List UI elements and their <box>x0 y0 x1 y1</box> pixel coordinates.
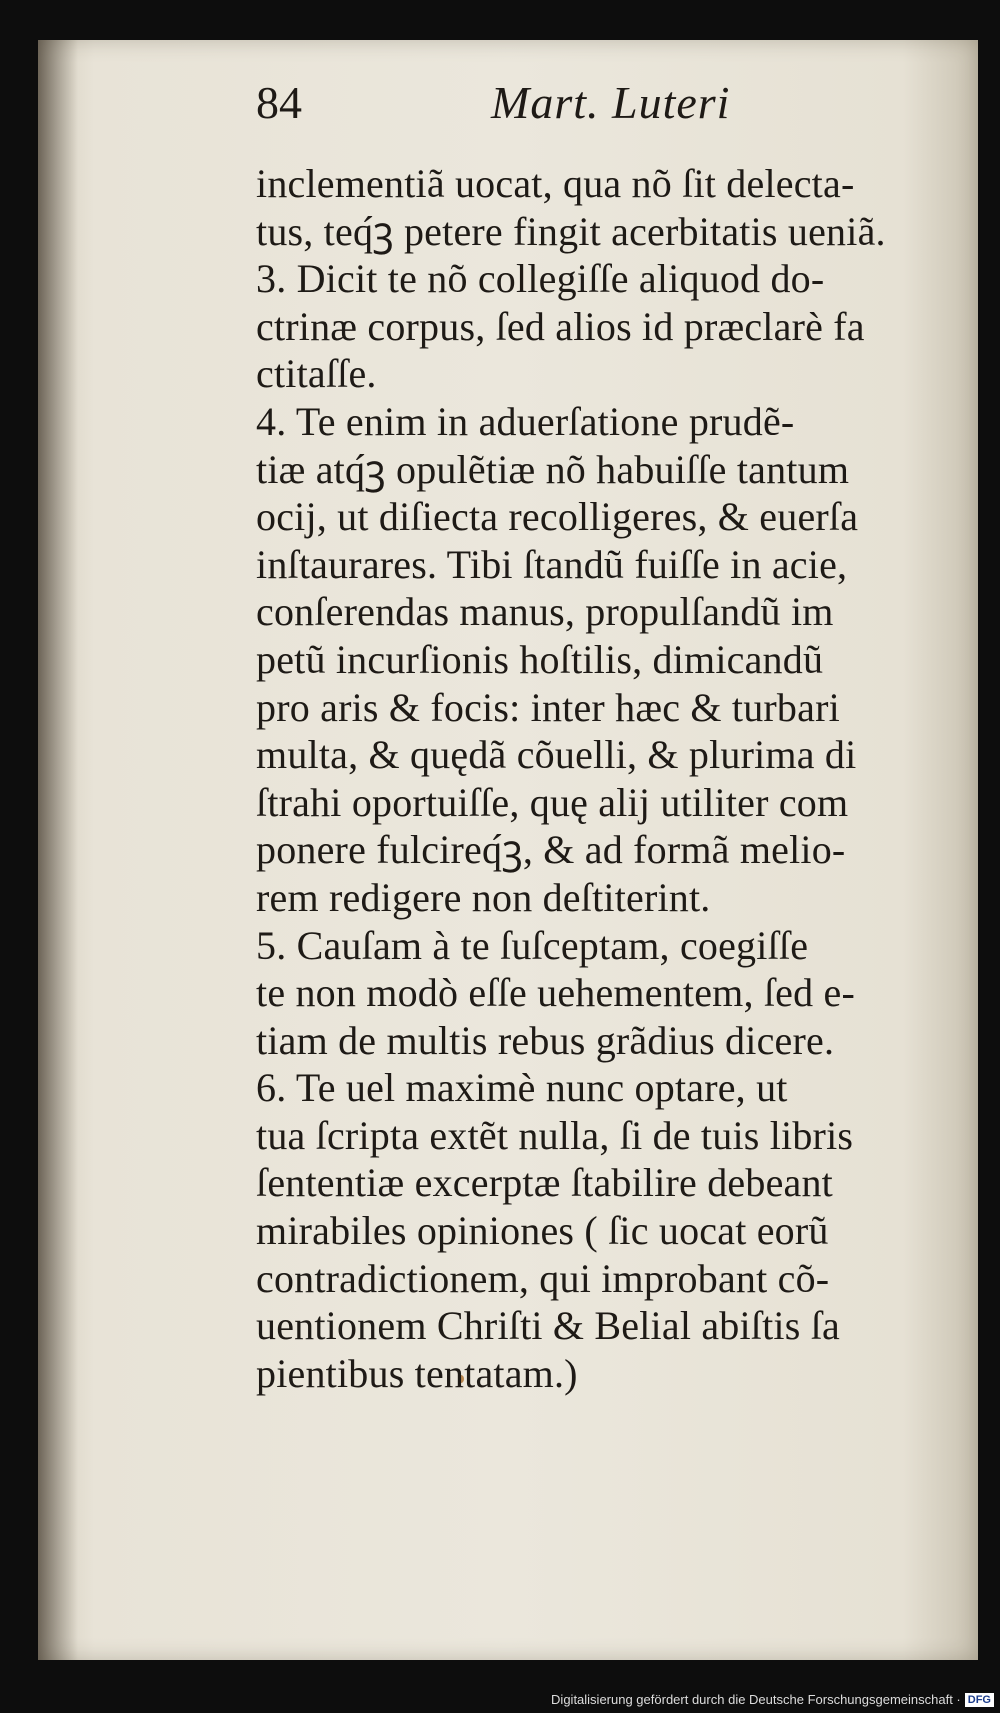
text-line: ſtrahi oportuiſſe, quę alij utiliter com <box>256 779 849 825</box>
text-line: 4. Te enim in aduerſatione prudẽ- <box>256 398 795 444</box>
text-line: pro aris & focis: inter hæc & turbari <box>256 684 840 730</box>
body-text <box>256 160 996 1397</box>
text-line: uentionem Chriſti & Belial abiſtis ſa <box>256 1303 840 1349</box>
credit-text: Digitalisierung gefördert durch die Deutsche Forschungsgemeinschaft · <box>551 1692 961 1707</box>
text-line: ponere fulcireq́ꝫ, & ad formã melio- <box>256 827 846 873</box>
text-line: te non modò eſſe uehementem, ſed e- <box>256 970 856 1016</box>
text-line: tiam de multis rebus grãdius dicere. <box>256 1017 835 1063</box>
text-line: tua ſcripta extẽt nulla, ſi de tuis libris <box>256 1112 854 1158</box>
text-line: tus, teq́ꝫ petere fingit acerbitatis ueniã. <box>256 208 886 254</box>
text-line: petũ incurſionis hoſtilis, dimicandũ <box>256 636 824 682</box>
text-line: multa, & quędã cõuelli, & plurima di <box>256 732 857 778</box>
text-line: inſtaurares. Tibi ſtandũ fuiſſe in acie, <box>256 541 848 587</box>
text-line: pientibus tentatam.) <box>256 1350 578 1396</box>
dfg-logo: DFG <box>965 1693 994 1707</box>
text-line: conſerendas manus, propulſandũ im <box>256 589 834 635</box>
text-line: 3. Dicit te nõ collegiſſe aliquod do- <box>256 256 825 302</box>
text-line: rem redigere non deſtiterint. <box>256 874 711 920</box>
text-line: ſententiæ excerptæ ſtabilire debeant <box>256 1160 833 1206</box>
digitization-credit <box>551 1692 994 1707</box>
text-line: 6. Te uel maximè nunc optare, ut <box>256 1065 788 1111</box>
text-line: ocij, ut diſiecta recolligeres, & euerſa <box>256 494 859 540</box>
text-line: ctrinæ corpus, ſed alios id præclarè fa <box>256 303 865 349</box>
text-line: ctitaſſe. <box>256 351 377 397</box>
page-number: 84 <box>256 77 302 128</box>
text-line: inclementiã uocat, qua nõ ſit delecta- <box>256 161 855 206</box>
spine-shadow <box>38 40 78 1660</box>
text-line: mirabiles opiniones ( ſic uocat eorũ <box>256 1208 829 1254</box>
text-line: contradictionem, qui improbant cõ- <box>256 1255 830 1301</box>
running-title: Mart. Luteri <box>491 77 731 128</box>
text-line: tiæ atq́ꝫ opulẽtiæ nõ habuiſſe tantum <box>256 446 850 492</box>
text-line: 5. Cauſam à te ſuſceptam, coegiſſe <box>256 922 809 968</box>
